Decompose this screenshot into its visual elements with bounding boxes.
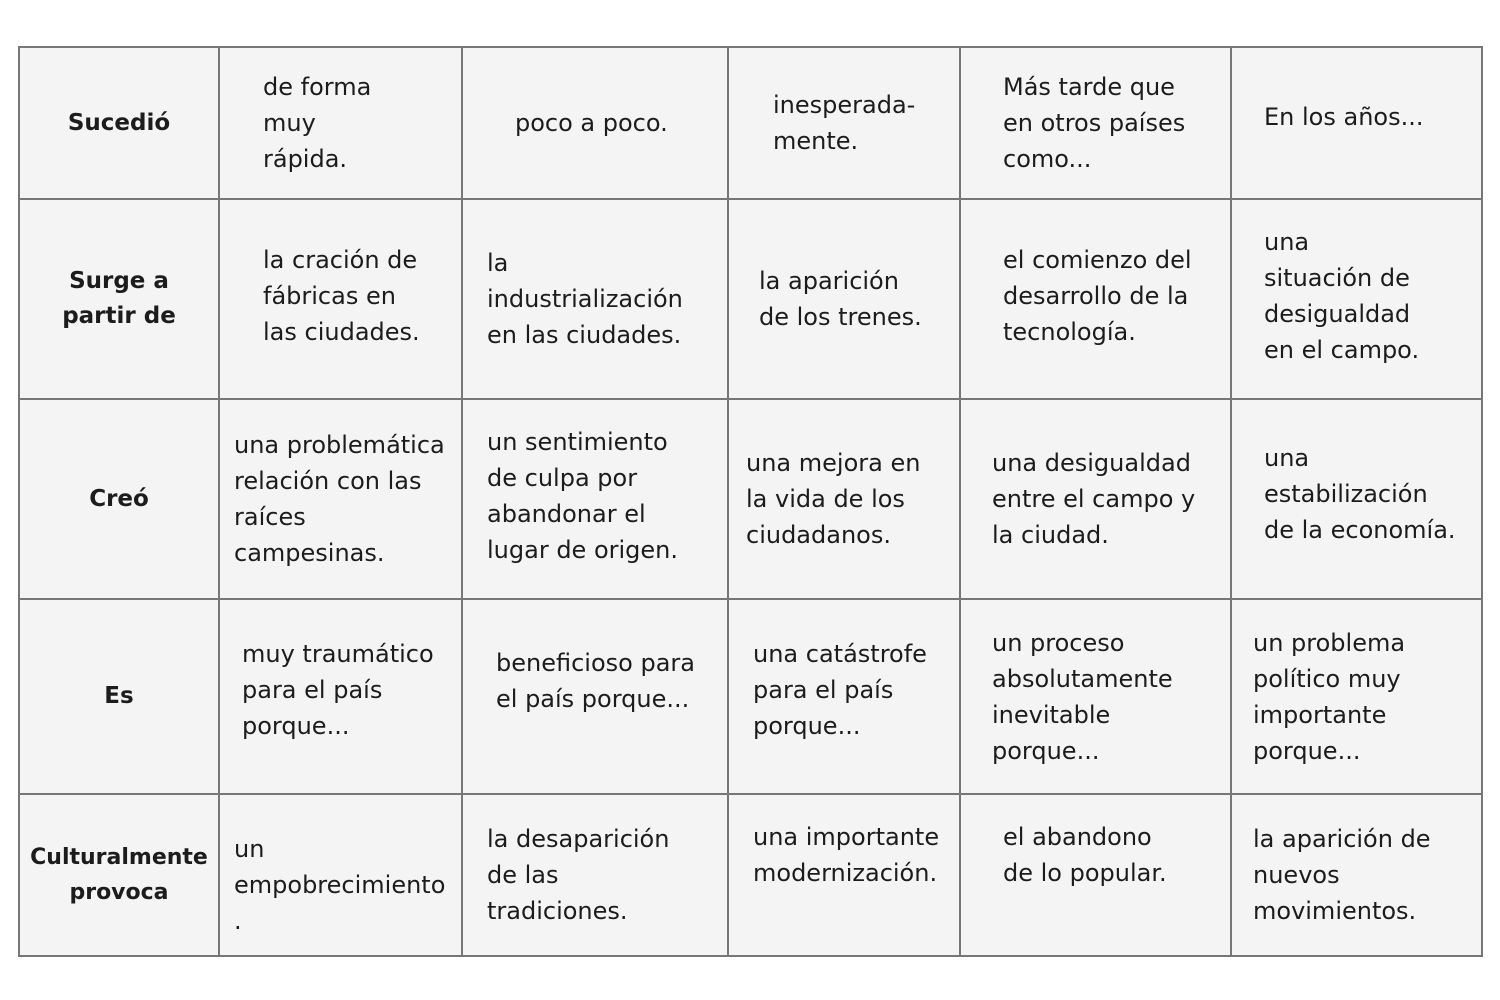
table-cell: una situación de desigualdad en el campo. (1231, 199, 1482, 399)
table-cell: un problema político muy importante porque... (1231, 599, 1482, 794)
table-cell: un sentimiento de culpa por abandonar el lugar de origen. (462, 399, 728, 599)
table-cell: la industrialización en las ciudades. (462, 199, 728, 399)
table-row (19, 599, 1482, 794)
concept-table (18, 46, 1483, 957)
row-header-sucedio: Sucedió (19, 47, 219, 199)
table-cell: la aparición de nuevos movimientos. (1231, 794, 1482, 956)
table-cell: el abandono de lo popular. (960, 794, 1231, 956)
table-row (19, 794, 1482, 956)
row-header-surge-a-partir-de: Surge a partir de (19, 199, 219, 399)
table-cell: En los años... (1231, 47, 1482, 199)
table-cell: de forma muy rápida. (219, 47, 462, 199)
table-cell: inesperada- mente. (728, 47, 960, 199)
table-cell: la aparición de los trenes. (728, 199, 960, 399)
row-header-es: Es (19, 599, 219, 794)
table-row (19, 199, 1482, 399)
table-row (19, 399, 1482, 599)
row-header-creo: Creó (19, 399, 219, 599)
table-cell: beneficioso para el país porque... (462, 599, 728, 794)
table-cell: un proceso absolutamente inevitable porque... (960, 599, 1231, 794)
table-cell: Más tarde que en otros países como... (960, 47, 1231, 199)
table-cell: una importante modernización. (728, 794, 960, 956)
row-header-culturalmente-provoca: Culturalmente provoca (19, 794, 219, 956)
table-cell: una problemática relación con las raíces campesinas. (219, 399, 462, 599)
table-cell: la desaparición de las tradiciones. (462, 794, 728, 956)
table-cell: una catástrofe para el país porque... (728, 599, 960, 794)
table-row (19, 47, 1482, 199)
table-cell: un empobrecimiento . (219, 794, 462, 956)
table-cell: el comienzo del desarrollo de la tecnología. (960, 199, 1231, 399)
table-cell: muy traumático para el país porque... (219, 599, 462, 794)
table-cell: la cración de fábricas en las ciudades. (219, 199, 462, 399)
table-cell: poco a poco. (462, 47, 728, 199)
table-cell: una estabilización de la economía. (1231, 399, 1482, 599)
table-cell: una mejora en la vida de los ciudadanos. (728, 399, 960, 599)
table-cell: una desigualdad entre el campo y la ciudad. (960, 399, 1231, 599)
